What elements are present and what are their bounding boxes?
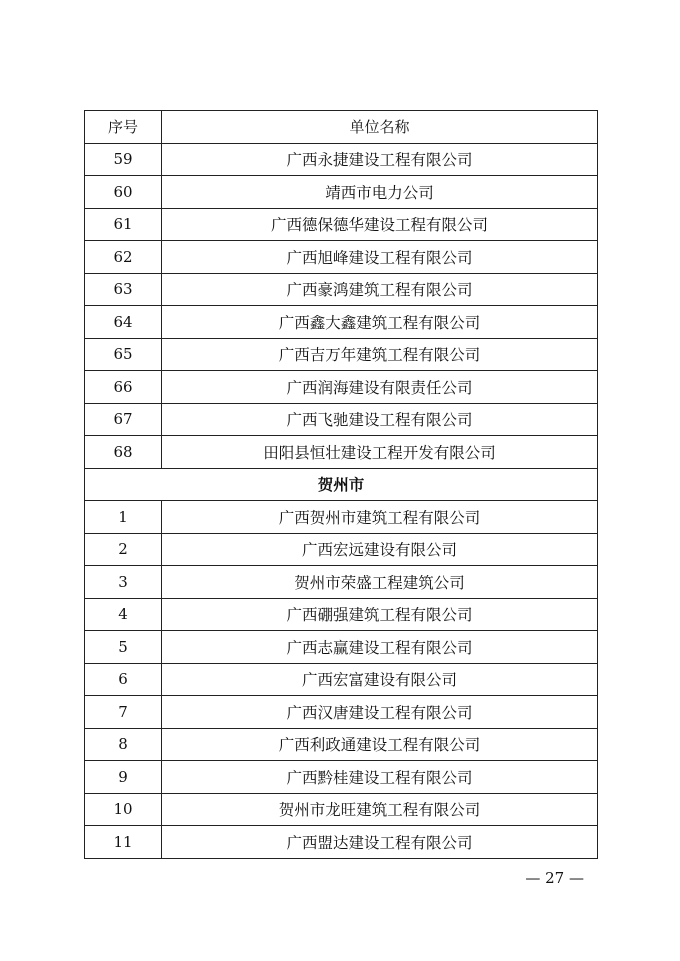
row-company-name: 广西硼强建筑工程有限公司 xyxy=(162,598,598,631)
table-row xyxy=(85,436,598,469)
table-row xyxy=(85,631,598,664)
row-company-name: 广西润海建设有限责任公司 xyxy=(162,371,598,404)
row-company-name: 广西吉万年建筑工程有限公司 xyxy=(162,338,598,371)
table-row xyxy=(85,176,598,209)
row-index: 8 xyxy=(85,728,162,761)
row-company-name: 广西鑫大鑫建筑工程有限公司 xyxy=(162,306,598,339)
table-row xyxy=(85,208,598,241)
row-index: 1 xyxy=(85,501,162,534)
table-header-row xyxy=(85,111,598,144)
table-body xyxy=(85,111,598,859)
table-row xyxy=(85,598,598,631)
row-company-name: 靖西市电力公司 xyxy=(162,176,598,209)
table-row xyxy=(85,241,598,274)
row-company-name: 广西飞驰建设工程有限公司 xyxy=(162,403,598,436)
row-company-name: 广西旭峰建设工程有限公司 xyxy=(162,241,598,274)
row-index: 2 xyxy=(85,533,162,566)
row-company-name: 广西盟达建设工程有限公司 xyxy=(162,826,598,859)
table-row xyxy=(85,696,598,729)
row-company-name: 广西汉唐建设工程有限公司 xyxy=(162,696,598,729)
row-index: 59 xyxy=(85,143,162,176)
row-company-name: 贺州市龙旺建筑工程有限公司 xyxy=(162,793,598,826)
row-index: 5 xyxy=(85,631,162,664)
row-company-name: 田阳县恒壮建设工程开发有限公司 xyxy=(162,436,598,469)
row-company-name: 广西永捷建设工程有限公司 xyxy=(162,143,598,176)
row-index: 61 xyxy=(85,208,162,241)
table-row xyxy=(85,663,598,696)
table-row xyxy=(85,566,598,599)
page-number: — 27 — xyxy=(525,869,584,887)
row-index: 11 xyxy=(85,826,162,859)
row-company-name: 广西豪鸿建筑工程有限公司 xyxy=(162,273,598,306)
table-row xyxy=(85,338,598,371)
row-company-name: 广西宏远建设有限公司 xyxy=(162,533,598,566)
row-company-name: 广西德保德华建设工程有限公司 xyxy=(162,208,598,241)
table-row xyxy=(85,728,598,761)
company-list-table xyxy=(84,110,598,859)
row-index: 4 xyxy=(85,598,162,631)
row-index: 63 xyxy=(85,273,162,306)
header-name: 单位名称 xyxy=(162,111,598,144)
row-company-name: 广西黔桂建设工程有限公司 xyxy=(162,761,598,794)
table-row xyxy=(85,501,598,534)
table-row xyxy=(85,403,598,436)
table-row xyxy=(85,533,598,566)
row-index: 64 xyxy=(85,306,162,339)
row-index: 62 xyxy=(85,241,162,274)
row-company-name: 广西利政通建设工程有限公司 xyxy=(162,728,598,761)
row-index: 10 xyxy=(85,793,162,826)
row-index: 68 xyxy=(85,436,162,469)
table-row xyxy=(85,371,598,404)
table-row xyxy=(85,143,598,176)
row-index: 7 xyxy=(85,696,162,729)
row-index: 67 xyxy=(85,403,162,436)
row-index: 65 xyxy=(85,338,162,371)
row-index: 66 xyxy=(85,371,162,404)
row-company-name: 广西宏富建设有限公司 xyxy=(162,663,598,696)
table-row xyxy=(85,761,598,794)
table-row xyxy=(85,273,598,306)
row-index: 60 xyxy=(85,176,162,209)
row-index: 9 xyxy=(85,761,162,794)
row-index: 3 xyxy=(85,566,162,599)
row-company-name: 广西志赢建设工程有限公司 xyxy=(162,631,598,664)
table-row xyxy=(85,793,598,826)
row-company-name: 贺州市荣盛工程建筑公司 xyxy=(162,566,598,599)
row-index: 6 xyxy=(85,663,162,696)
table-row xyxy=(85,826,598,859)
table-row xyxy=(85,306,598,339)
section-row xyxy=(85,468,598,501)
section-title: 贺州市 xyxy=(85,468,598,501)
header-index: 序号 xyxy=(85,111,162,144)
row-company-name: 广西贺州市建筑工程有限公司 xyxy=(162,501,598,534)
